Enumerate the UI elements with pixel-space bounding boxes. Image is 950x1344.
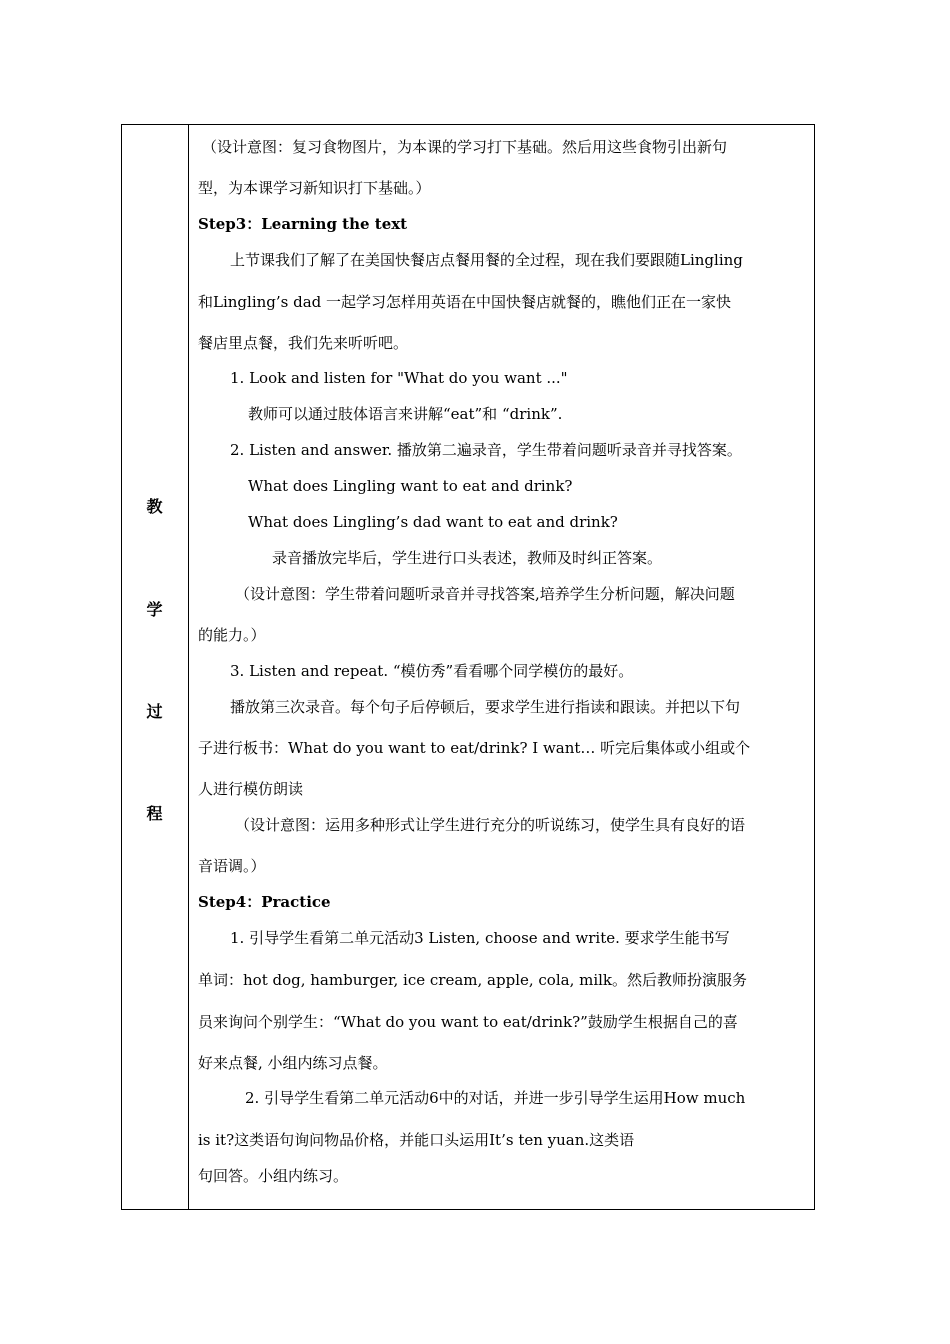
section-label-char: 学 <box>146 600 163 619</box>
text-line: 教师可以通过肢体语言来讲解“eat”和 “drink”. <box>248 405 563 423</box>
text-line: What does Lingling want to eat and drink? <box>248 477 573 495</box>
step-heading: Step3：Learning the text <box>198 215 408 233</box>
text-line: （设计意图：运用多种形式让学生进行充分的听说练习，使学生具有良好的语 <box>235 816 746 834</box>
text-line: 播放第三次录音。每个句子后停顿后，要求学生进行指读和跟读。并把以下句 <box>230 698 741 716</box>
text-line: 上节课我们了解了在美国快餐店点餐用餐的全过程，现在我们要跟随Lingling <box>230 251 743 269</box>
section-label-char: 教 <box>146 497 163 516</box>
text-line: 的能力。） <box>198 626 266 644</box>
text-line: 人进行模仿朗读 <box>198 780 304 798</box>
text-line: 音语调。） <box>198 857 266 875</box>
column-divider <box>188 124 189 1210</box>
text-line: is it?这类语句询问物品价格，并能口头运用It’s ten yuan.这类语 <box>198 1131 635 1149</box>
text-line: 和Lingling’s dad 一起学习怎样用英语在中国快餐店就餐的，瞧他们正在一家快 <box>198 293 732 311</box>
text-line: What does Lingling’s dad want to eat and drink? <box>248 513 618 531</box>
text-line: 子进行板书：What do you want to eat/drink? I want… 听完后集体或小组或个 <box>198 739 751 757</box>
text-line: 1. 引导学生看第二单元活动3 Listen, choose and write. 要求学生能书写 <box>230 929 730 947</box>
text-line: （设计意图：学生带着问题听录音并寻找答案,培养学生分析问题，解决问题 <box>235 585 735 603</box>
text-line: 型，为本课学习新知识打下基础。） <box>198 179 431 197</box>
text-line: 好来点餐, 小组内练习点餐。 <box>198 1054 388 1072</box>
text-line: 2. 引导学生看第二单元活动6中的对话，并进一步引导学生运用How much <box>245 1089 746 1107</box>
text-line: 3. Listen and repeat. “模仿秀”看看哪个同学模仿的最好。 <box>230 662 634 680</box>
text-line: 1. Look and listen for "What do you want ..." <box>230 369 568 387</box>
text-line: 餐店里点餐，我们先来听听吧。 <box>198 334 409 352</box>
text-line: （设计意图：复习食物图片，为本课的学习打下基础。然后用这些食物引出新句 <box>202 138 728 156</box>
section-label-char: 程 <box>146 804 163 823</box>
section-label-char: 过 <box>146 702 163 721</box>
step-heading: Step4：Practice <box>198 893 331 911</box>
text-line: 录音播放完毕后，学生进行口头表述，教师及时纠正答案。 <box>272 549 663 567</box>
text-line: 员来询问个别学生：“What do you want to eat/drink?”鼓励学生根据自己的喜 <box>198 1013 738 1031</box>
text-line: 句回答。小组内练习。 <box>198 1167 349 1185</box>
text-line: 2. Listen and answer. 播放第二遍录音，学生带着问题听录音并寻找答案。 <box>230 441 742 459</box>
text-line: 单词：hot dog, hamburger, ice cream, apple, cola, milk。然后教师扮演服务 <box>198 971 748 989</box>
